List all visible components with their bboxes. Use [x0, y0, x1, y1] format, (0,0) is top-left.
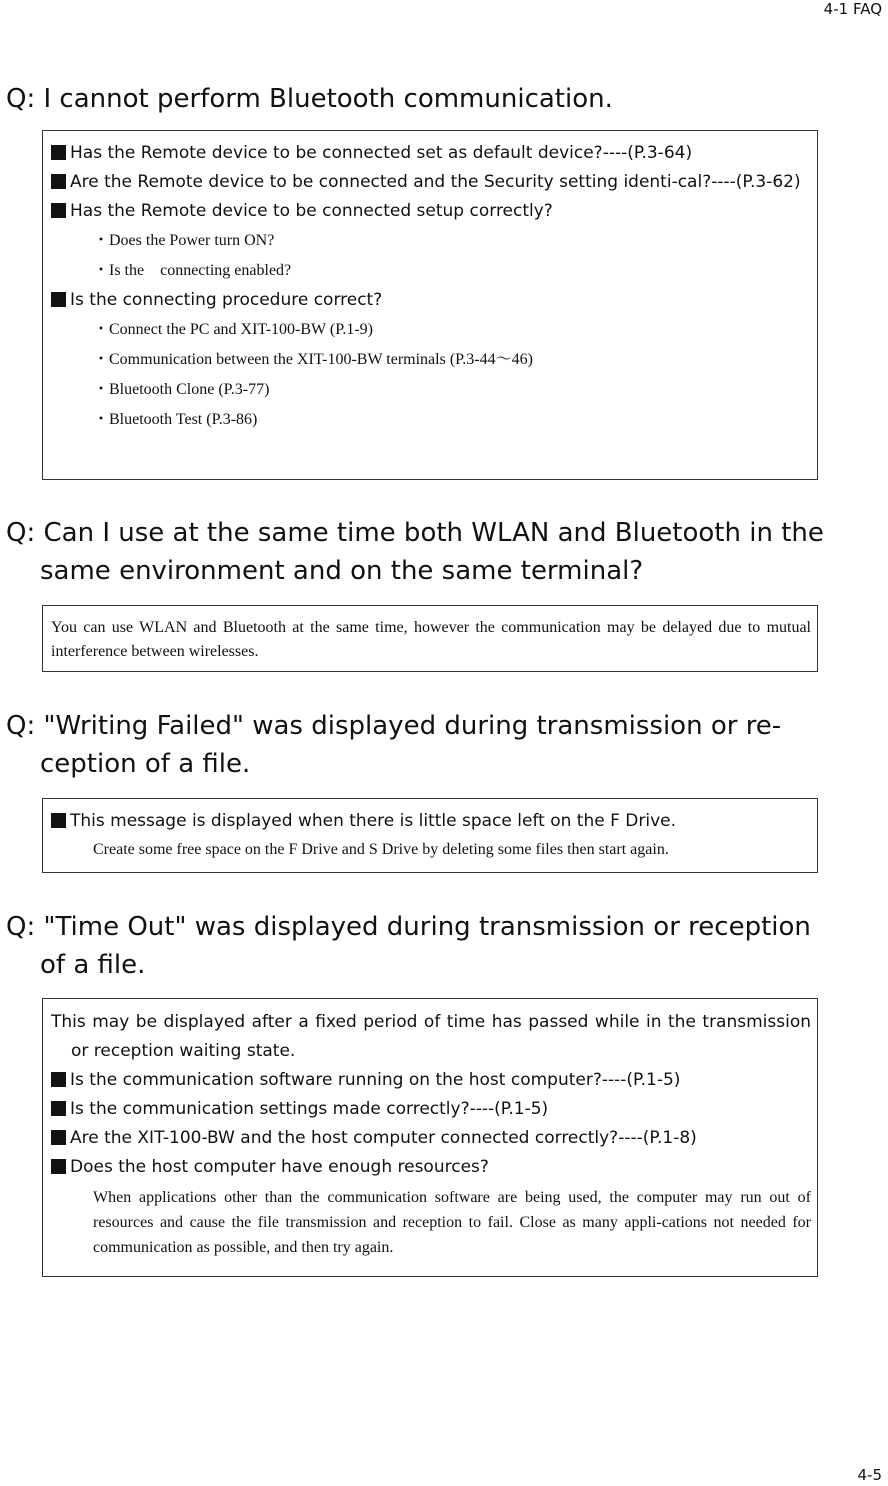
question-bluetooth: Q: I cannot perform Bluetooth communication. — [6, 84, 613, 114]
square-bullet-icon — [51, 1130, 66, 1145]
page-number: 4-5 — [857, 1466, 882, 1484]
question-line: ception of a file. — [40, 749, 251, 779]
square-bullet-icon — [51, 813, 66, 828]
bullet-item: Is the connecting procedure correct? — [51, 286, 811, 315]
section-header: 4-1 FAQ — [823, 0, 882, 18]
square-bullet-icon — [51, 292, 66, 307]
sub-item: ・Bluetooth Test (P.3-86) — [93, 411, 258, 428]
sub-item: ・Is the connecting enabled? — [93, 262, 292, 279]
question-line: Q: "Time Out" was displayed during transmission or reception — [6, 912, 811, 942]
answer-text: You can use WLAN and Bluetooth at the same time, however the communication may be delayed due to mutual interference between wirelesses. — [51, 619, 811, 660]
square-bullet-icon — [51, 1159, 66, 1174]
bullet-item: Is the communication software running on the host computer?----(P.1-5) — [51, 1066, 811, 1095]
bullet-item: Are the XIT-100-BW and the host computer connected correctly?----(P.1-8) — [51, 1124, 811, 1153]
bullet-item: Is the communication settings made correctly?----(P.1-5) — [51, 1095, 811, 1124]
square-bullet-icon — [51, 145, 66, 160]
question-writing-failed — [6, 707, 884, 783]
bullet-item: Has the Remote device to be connected set as default device?----(P.3-64) — [51, 139, 811, 168]
square-bullet-icon — [51, 203, 66, 218]
question-line: Q: Can I use at the same time both WLAN and Bluetooth in the — [6, 518, 824, 548]
sub-item: ・Does the Power turn ON? — [93, 232, 275, 249]
bullet-item: Does the host computer have enough resources? — [51, 1153, 811, 1182]
answer-box-time-out — [42, 998, 818, 1277]
answer-box-writing-failed — [42, 798, 818, 873]
sub-item: ・Communication between the XIT-100-BW terminals (P.3-44～46) — [93, 351, 533, 368]
sub-item: ・Connect the PC and XIT-100-BW (P.1-9) — [93, 321, 373, 338]
question-time-out — [6, 908, 884, 984]
detail-text: Create some free space on the F Drive and S Drive by deleting some files then start again. — [93, 841, 669, 858]
intro-text: This may be displayed after a fixed period of time has passed while in the transmission or reception waiting state. — [51, 1012, 811, 1061]
detail-text: When applications other than the communication software are being used, the computer may run out of resources and cause the file transmission and reception to fail. Close as many appli-cations not needed for communication as possible, and then try again. — [93, 1189, 811, 1256]
question-line: of a file. — [40, 950, 146, 980]
answer-box-bluetooth — [42, 130, 818, 480]
square-bullet-icon — [51, 1072, 66, 1087]
question-line: same environment and on the same terminal? — [40, 556, 644, 586]
question-line: Q: "Writing Failed" was displayed during transmission or re- — [6, 711, 782, 741]
answer-box-wlan — [42, 605, 818, 672]
square-bullet-icon — [51, 174, 66, 189]
bullet-item: Has the Remote device to be connected setup correctly? — [51, 197, 811, 226]
square-bullet-icon — [51, 1101, 66, 1116]
bullet-item: This message is displayed when there is little space left on the F Drive. — [51, 807, 811, 836]
sub-item: ・Bluetooth Clone (P.3-77) — [93, 381, 270, 398]
bullet-item: Are the Remote device to be connected and the Security setting identi-cal?----(P.3-62) — [51, 168, 811, 197]
question-wlan-bluetooth — [6, 514, 884, 590]
